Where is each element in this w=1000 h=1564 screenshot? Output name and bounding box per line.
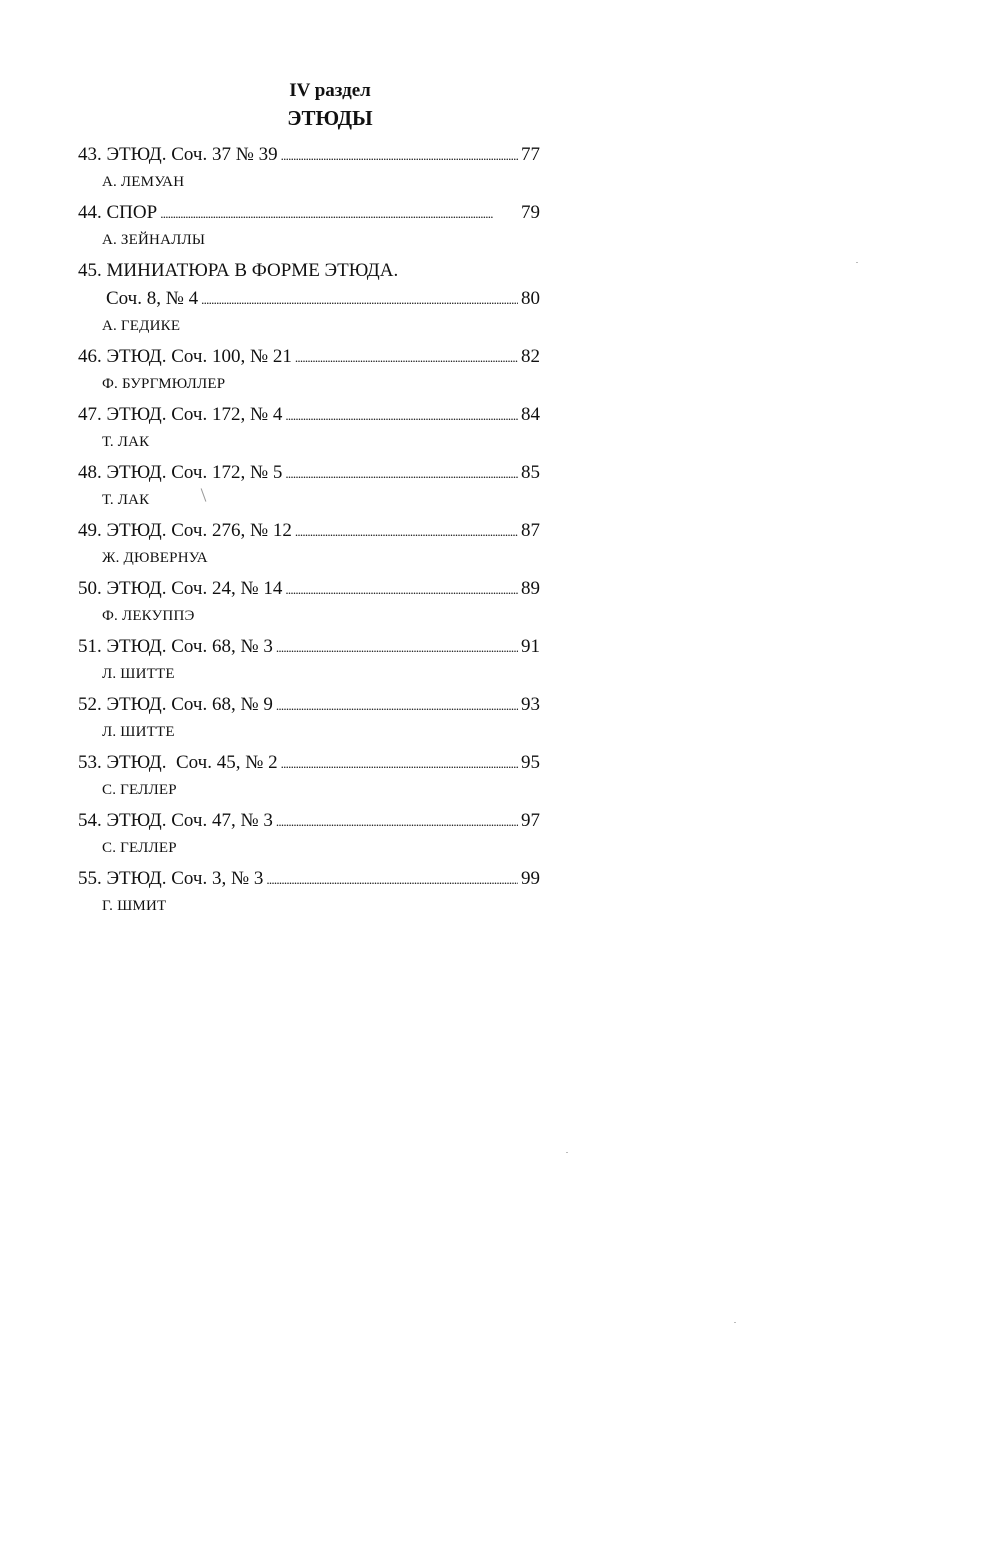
toc-entry-page: 77 [521,144,540,165]
toc-entry-title: 47. ЭТЮД. Соч. 172, № 4 [78,404,283,425]
table-of-contents [78,142,540,924]
toc-entry-author: А. ЗЕЙНАЛЛЫ [102,232,206,248]
dot-leader [285,402,518,429]
toc-entry-author: С. ГЕЛЛЕР [102,782,177,798]
toc-entry [78,692,540,750]
dot-leader [285,576,518,603]
toc-entry [78,200,540,258]
toc-entry-line [78,866,540,893]
toc-entry-title: 51. ЭТЮД. Соч. 68, № 3 [78,636,273,657]
toc-entry [78,750,540,808]
toc-entry-page: 93 [521,694,540,715]
dot-leader [281,750,518,777]
toc-entry-author: А. ЛЕМУАН [102,174,185,190]
toc-entry-title: 50. ЭТЮД. Соч. 24, № 14 [78,578,283,599]
toc-entry-line [78,200,540,227]
toc-entry-author: Т. ЛАК [102,434,150,450]
toc-entry-line [78,344,540,371]
toc-entry-author: Т. ЛАК [102,492,150,508]
section-label: IV раздел [289,80,371,101]
toc-entry-page: 97 [521,810,540,831]
toc-entry-title: 43. ЭТЮД. Соч. 37 № 39 [78,144,278,165]
toc-entry [78,344,540,402]
toc-entry [78,866,540,924]
toc-entry [78,142,540,200]
toc-entry-title: 53. ЭТЮД. Соч. 45, № 2 [78,752,278,773]
toc-entry-page: 87 [521,520,540,541]
dot-leader [276,692,518,719]
toc-entry-title: 55. ЭТЮД. Соч. 3, № 3 [78,868,264,889]
toc-entry [78,634,540,692]
toc-entry-author: Л. ШИТТЕ [102,724,175,740]
toc-entry [78,518,540,576]
toc-entry-author: Л. ШИТТЕ [102,666,175,682]
toc-entry [78,402,540,460]
toc-entry-author: С. ГЕЛЛЕР [102,840,177,856]
toc-entry [78,808,540,866]
toc-entry-title-continued: Соч. 8, № 4 [106,288,199,309]
toc-entry-title: 52. ЭТЮД. Соч. 68, № 9 [78,694,273,715]
toc-entry-line [78,634,540,661]
scan-speck [856,262,858,263]
toc-entry [78,258,540,344]
toc-entry-line [78,576,540,603]
section-title: ЭТЮДЫ [287,106,373,130]
toc-entry-line [78,750,540,777]
dot-leader [285,460,518,487]
toc-entry-line [78,692,540,719]
toc-entry-line [78,460,540,487]
dot-leader [295,518,518,545]
toc-entry-page: 82 [521,346,540,367]
scan-speck [566,1152,568,1153]
toc-entry-line [78,518,540,545]
toc-entry-page: 84 [521,404,540,425]
toc-entry-author: А. ГЕДИКЕ [102,318,181,334]
toc-entry-page: 85 [521,462,540,483]
toc-entry-page: 95 [521,752,540,773]
toc-entry-line [78,142,540,169]
toc-entry-author: Ф. ЛЕКУППЭ [102,608,195,624]
toc-entry-line-continued [78,286,540,313]
dot-leader [276,808,518,835]
toc-entry [78,460,540,518]
toc-entry-line [78,402,540,429]
toc-entry [78,576,540,634]
toc-entry-title: 49. ЭТЮД. Соч. 276, № 12 [78,520,292,541]
toc-entry-title: 54. ЭТЮД. Соч. 47, № 3 [78,810,273,831]
toc-entry-line [78,258,540,284]
toc-entry-title: 44. СПОР [78,202,158,223]
dot-leader [160,200,518,227]
toc-entry-title: 45. МИНИАТЮРА В ФОРМЕ ЭТЮДА. [78,260,399,281]
toc-entry-author: Ф. БУРГМЮЛЛЕР [102,376,226,392]
dot-leader [295,344,518,371]
dot-leader [266,866,518,893]
scan-speck [734,1322,736,1323]
toc-entry-page: 91 [521,636,540,657]
toc-entry-page: 79 [521,202,540,223]
toc-entry-page: 80 [521,288,540,309]
dot-leader [276,634,518,661]
dot-leader [281,142,518,169]
dot-leader [201,286,518,313]
toc-entry-page: 99 [521,868,540,889]
toc-entry-title: 48. ЭТЮД. Соч. 172, № 5 [78,462,283,483]
toc-entry-line [78,808,540,835]
toc-entry-page: 89 [521,578,540,599]
toc-entry-title: 46. ЭТЮД. Соч. 100, № 21 [78,346,292,367]
toc-entry-author: Ж. ДЮВЕРНУА [102,550,208,566]
toc-entry-author: Г. ШМИТ [102,898,167,914]
